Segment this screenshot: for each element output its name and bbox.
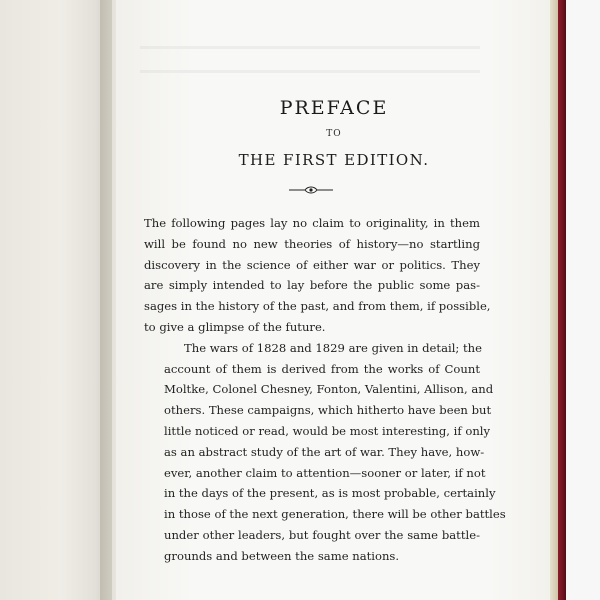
text-line: account of them is derived from the works of Count	[164, 361, 480, 376]
page-subtitle: THE FIRST EDITION.	[238, 151, 430, 169]
text-line: ever, another claim to attention—sooner or later, if not	[164, 465, 486, 480]
text-line: to give a glimpse of the future.	[144, 319, 326, 334]
show-through-line	[140, 70, 480, 73]
page-title: PREFACE	[279, 97, 389, 119]
preface-body	[144, 213, 506, 567]
title-connector: TO	[326, 129, 342, 139]
show-through-line	[140, 46, 480, 49]
text-line: grounds and between the same nations.	[164, 548, 400, 563]
text-line: are simply intended to lay before the public some pas-	[144, 278, 480, 293]
left-facing-page	[0, 0, 112, 600]
text-line: in the days of the present, as is most probable, certainly	[164, 486, 496, 501]
ornament-flourish-icon	[287, 184, 335, 196]
backdrop	[566, 0, 600, 600]
text-line: discovery in the science of either war or politics. They	[144, 257, 480, 272]
red-cover-edge	[558, 0, 566, 600]
text-line: will be found no new theories of history—no startling	[144, 236, 480, 251]
paragraph-2	[144, 338, 506, 567]
text-line: The following pages lay no claim to originality, in them	[144, 216, 480, 230]
text-line: under other leaders, but fought over the same battle-	[164, 527, 480, 542]
text-line: Moltke, Colonel Chesney, Fonton, Valentini, Allison, and	[164, 382, 494, 397]
text-line: in those of the next generation, there will be other battles	[164, 507, 506, 522]
text-line: little noticed or read, would be most interesting, if only	[164, 423, 491, 438]
text-line: others. These campaigns, which hitherto have been but	[164, 403, 492, 418]
paragraph-1	[144, 213, 491, 338]
text-line: as an abstract study of the art of war. They have, how-	[164, 444, 485, 459]
text-line: sages in the history of the past, and from them, if possible,	[144, 299, 491, 314]
text-line: The wars of 1828 and 1829 are given in detail; the	[184, 340, 482, 355]
